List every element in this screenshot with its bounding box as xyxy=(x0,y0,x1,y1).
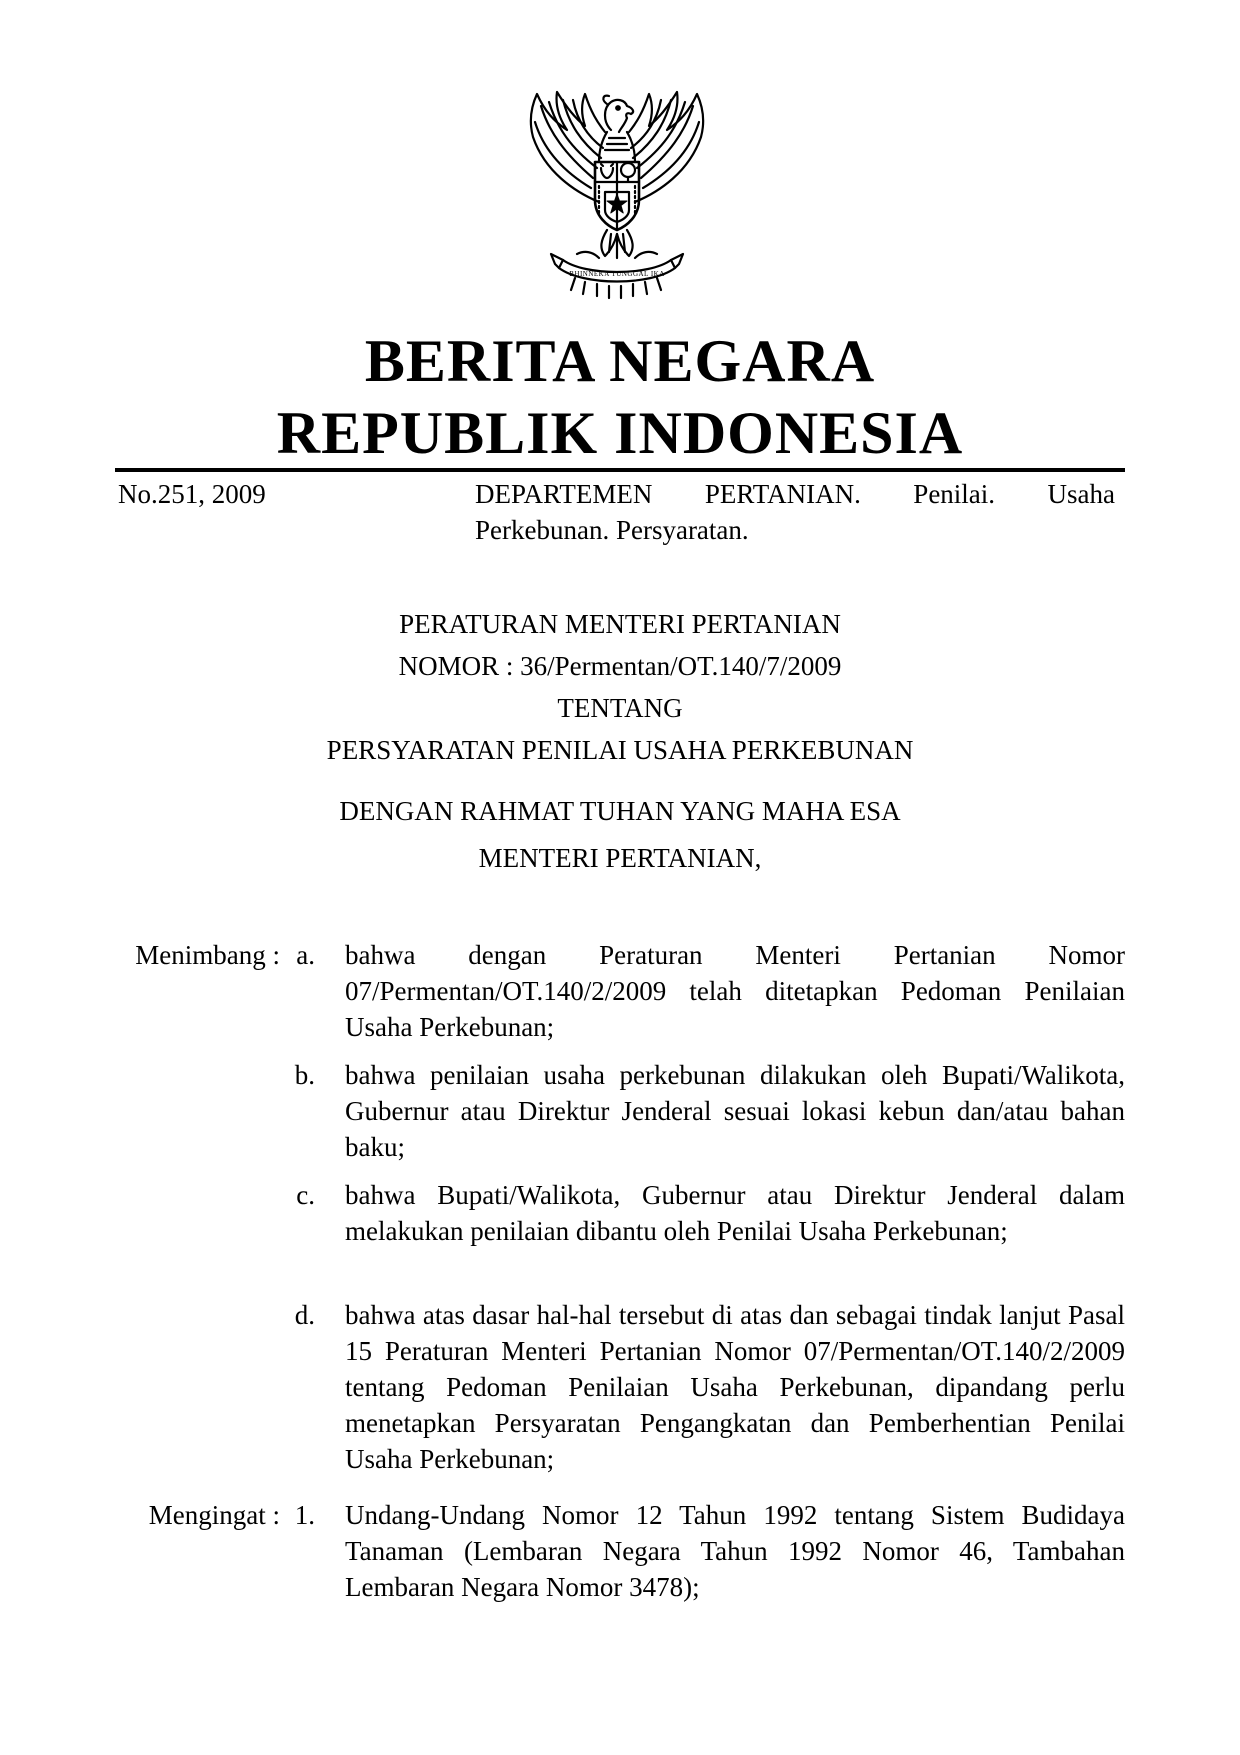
regulation-about: TENTANG xyxy=(557,693,683,723)
menimbang-item-marker: d. xyxy=(294,1300,315,1330)
regulation-heading xyxy=(115,603,1125,771)
mengingat-label: Mengingat : xyxy=(148,1500,280,1530)
gazette-number: No.251, 2009 xyxy=(118,479,266,509)
garuda-pancasila-emblem-icon xyxy=(515,82,719,300)
gazette-subject-line-2: Perkebunan. Persyaratan. xyxy=(475,515,749,545)
masthead-line-2: REPUBLIK INDONESIA xyxy=(276,400,964,466)
menimbang-label: Menimbang : xyxy=(135,940,280,970)
gazette-subject xyxy=(475,476,1115,548)
masthead-line-1: BERITA NEGARA xyxy=(364,328,876,394)
regulation-subject: PERSYARATAN PENILAI USAHA PERKEBUNAN xyxy=(326,735,914,765)
menimbang-item-text: bahwa atas dasar hal-hal tersebut di atas dan sebagai tindak lanjut Pasal 15 Peraturan Menteri Pertanian Nomor 07/Permentan/OT.140/2/2009 tentang Pedoman Penilaian Usaha Perkebunan, dipandang perlu menetapkan Persyaratan Pengangkatan dan Pemberhentian Penilai Usaha Perkebunan; xyxy=(345,1300,1125,1474)
menimbang-item-text: bahwa Bupati/Walikota, Gubernur atau Direktur Jenderal dalam melakukan penilaian dibantu oleh Penilai Usaha Perkebunan; xyxy=(345,1180,1125,1246)
menimbang-item-marker: a. xyxy=(296,940,315,970)
regulation-invocation-block xyxy=(115,788,1125,882)
menimbang-item-marker: b. xyxy=(294,1060,315,1090)
masthead-rule xyxy=(115,468,1125,472)
regulation-title: PERATURAN MENTERI PERTANIAN xyxy=(399,609,841,639)
emblem-motto: BHINNEKA TUNGGAL IKA xyxy=(569,270,665,278)
mengingat-item-text: Undang-Undang Nomor 12 Tahun 1992 tentang Sistem Budidaya Tanaman (Lembaran Negara Tahun 1992 Nomor 46, Tambahan Lembaran Negara Nomor 3478); xyxy=(345,1500,1125,1602)
mengingat-item-marker: 1. xyxy=(294,1500,315,1530)
menimbang-item-text: bahwa penilaian usaha perkebunan dilakukan oleh Bupati/Walikota, Gubernur atau Direktur Jenderal sesuai lokasi kebun dan/atau bahan baku; xyxy=(345,1060,1125,1162)
gazette-subject-line-1: DEPARTEMEN PERTANIAN. Penilai. Usaha xyxy=(475,479,1115,509)
menimbang-item-text: bahwa dengan Peraturan Menteri Pertanian Nomor 07/Permentan/OT.140/2/2009 telah ditetapkan Pedoman Penilaian Usaha Perkebunan; xyxy=(345,940,1125,1042)
regulation-issuer: MENTERI PERTANIAN, xyxy=(478,843,762,873)
regulation-invocation: DENGAN RAHMAT TUHAN YANG MAHA ESA xyxy=(339,796,901,826)
regulation-number: NOMOR : 36/Permentan/OT.140/7/2009 xyxy=(398,651,842,681)
menimbang-item-marker: c. xyxy=(296,1180,315,1210)
